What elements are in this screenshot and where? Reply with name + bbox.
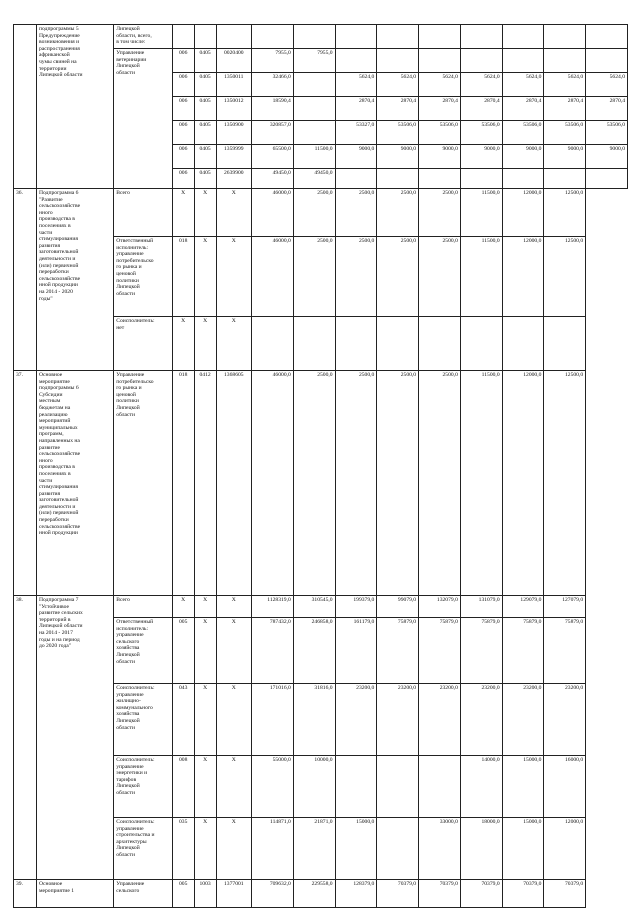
table-cell: 2500,0 (419, 189, 461, 237)
table-cell: 129079,0 (502, 596, 544, 618)
table-cell: 006 (172, 121, 194, 145)
table-cell: 23200,0 (460, 684, 502, 756)
table-cell: 75879,0 (460, 618, 502, 684)
table-cell: 006 (172, 145, 194, 169)
table-cell: 70379,0 (502, 880, 544, 908)
table-cell (586, 49, 628, 73)
table-cell: 199379,0 (335, 596, 377, 618)
table-cell: 035 (172, 818, 194, 880)
program-name: Основное мероприятие 1 (36, 880, 113, 908)
table-cell: 005 (172, 618, 194, 684)
table-cell (335, 169, 377, 189)
table-cell: 2500,0 (293, 371, 335, 596)
executor-cell: Соисполнитель: управление энергетики и тарифов Липецкой области (114, 756, 172, 818)
table-cell: X (194, 317, 216, 371)
table-cell: 2500,0 (293, 189, 335, 237)
table-cell: 006 (172, 73, 194, 97)
table-cell: 15000,0 (502, 818, 544, 880)
table-cell: 12500,0 (544, 237, 586, 317)
table-cell: 11500,0 (460, 189, 502, 237)
table-cell (335, 49, 377, 73)
table-cell: 0405 (194, 73, 216, 97)
table-cell (544, 49, 586, 73)
table-cell: 75879,0 (377, 618, 419, 684)
executor-cell: Управление сельского (114, 880, 172, 908)
table-cell: 1377001 (216, 880, 252, 908)
table-cell: 127079,0 (544, 596, 586, 618)
table-cell: 9000,0 (502, 145, 544, 169)
table-cell: 2870,4 (419, 97, 461, 121)
table-cell (460, 49, 502, 73)
row-number (14, 25, 37, 189)
table-cell: 1359999 (216, 145, 252, 169)
table-cell: 65500,0 (252, 145, 294, 169)
executor-cell: Соисполнитель: нет (114, 317, 172, 371)
table-cell: 53506,0 (419, 121, 461, 145)
table-cell: 1368605 (216, 371, 252, 596)
table-cell: 23200,0 (419, 684, 461, 756)
table-cell: 15000,0 (335, 818, 377, 880)
table-cell: 49450,0 (293, 169, 335, 189)
table-cell: X (216, 756, 252, 818)
table-cell: X (216, 684, 252, 756)
table-cell: 70379,0 (544, 880, 586, 908)
table-cell: 12500,0 (544, 371, 586, 596)
table-cell: 10000,0 (293, 756, 335, 818)
table-cell: 006 (172, 169, 194, 189)
table-cell: 2500,0 (377, 189, 419, 237)
table-cell: 11500,0 (293, 145, 335, 169)
table-cell: 006 (172, 97, 194, 121)
table-cell: X (194, 189, 216, 237)
table-cell: 2870,4 (460, 97, 502, 121)
table-cell: X (216, 189, 252, 237)
table-cell: 53506,0 (502, 121, 544, 145)
table-cell (335, 756, 377, 818)
table-cell: X (194, 618, 216, 684)
table-cell: X (216, 618, 252, 684)
table-cell: 2500,0 (335, 371, 377, 596)
table-row (14, 371, 628, 596)
table-cell: 23200,0 (502, 684, 544, 756)
table-cell (460, 169, 502, 189)
table-cell (460, 317, 502, 371)
table-cell: 0405 (194, 169, 216, 189)
table-cell: 9000,0 (544, 145, 586, 169)
table-cell (377, 317, 419, 371)
table-cell (335, 317, 377, 371)
table-cell: 9000,0 (586, 145, 628, 169)
table-cell: 70379,0 (460, 880, 502, 908)
table-cell: 132079,0 (419, 596, 461, 618)
table-cell: X (216, 317, 252, 371)
table-cell: 2870,4 (586, 97, 628, 121)
table-cell: 5624,0 (377, 73, 419, 97)
table-cell: 2870,4 (544, 97, 586, 121)
table-cell: X (194, 756, 216, 818)
table-cell: 18590,4 (252, 97, 294, 121)
table-cell: 12500,0 (544, 189, 586, 237)
table-cell: 320857,0 (252, 121, 294, 145)
executor-cell: Ответственный исполнитель: управление потребительско го рынка и ценовой политики Липецкой области (114, 237, 172, 317)
table-cell: X (172, 317, 194, 371)
table-cell: 9000,0 (460, 145, 502, 169)
table-cell: 53327,0 (335, 121, 377, 145)
executor-cell: Управление ветеринарии Липецкой области (114, 49, 172, 189)
row-number: 37. (14, 371, 37, 596)
table-cell: 2870,4 (377, 97, 419, 121)
table-cell: 2500,0 (335, 189, 377, 237)
program-name: подпрограммы 5 Предупреждение возникновения и распространения африканской чумы свиней на территории Липецкой области (36, 25, 113, 189)
table-cell: 53506,0 (460, 121, 502, 145)
table-cell: 55000,0 (252, 756, 294, 818)
table-cell: 53506,0 (586, 121, 628, 145)
table-cell: 0020400 (216, 49, 252, 73)
row-number: 38. (14, 596, 37, 880)
table-cell: 70379,0 (419, 880, 461, 908)
table-cell: 46000,0 (252, 237, 294, 317)
table-cell: 2500,0 (419, 237, 461, 317)
table-cell: 46000,0 (252, 371, 294, 596)
table-cell: 310545,0 (293, 596, 335, 618)
table-cell: 2500,0 (377, 237, 419, 317)
program-name: Подпрограмма 7 "Устойчивое развитие сельских территорий в Липецкой области на 2014 - 2017 годы и на период до 2020 года" (36, 596, 113, 880)
table-cell: 46000,0 (252, 189, 294, 237)
table-cell: 21871,0 (293, 818, 335, 880)
table-cell: 5624,0 (502, 73, 544, 97)
table-cell: 23200,0 (544, 684, 586, 756)
table-cell: 128379,0 (335, 880, 377, 908)
table-cell: 0405 (194, 145, 216, 169)
table-cell: 9000,0 (335, 145, 377, 169)
table-cell: 9000,0 (377, 145, 419, 169)
table-cell: X (172, 189, 194, 237)
table-cell: 12000,0 (502, 237, 544, 317)
table-cell: 1350900 (216, 121, 252, 145)
table-cell: 018 (172, 237, 194, 317)
program-name: Подпрограмма 6 "Развитие сельскохозяйстве нного производства в поселениях в части стимулирования развития заготовительной деятельности и (или) первичной переработки сельскохозяйстве нной продукции на 2014 - 2020 годы" (36, 189, 113, 371)
table-cell: 11500,0 (460, 237, 502, 317)
table-cell: 008 (172, 756, 194, 818)
table-cell: 11500,0 (460, 371, 502, 596)
table-cell (502, 169, 544, 189)
table-cell: 53506,0 (377, 121, 419, 145)
table-cell: 53506,0 (544, 121, 586, 145)
table-cell: 18000,0 (460, 818, 502, 880)
table-cell: 23200,0 (335, 684, 377, 756)
table-row (14, 880, 628, 908)
table-cell: 14000,0 (460, 756, 502, 818)
table-cell: 7955,0 (252, 49, 294, 73)
table-cell: 787432,0 (252, 618, 294, 684)
table-cell: 131079,0 (460, 596, 502, 618)
table-cell: 1350011 (216, 73, 252, 97)
executor-cell: Всего (114, 189, 172, 237)
table-cell: 75879,0 (544, 618, 586, 684)
table-cell: 006 (172, 49, 194, 73)
table-cell: X (216, 818, 252, 880)
table-cell: 70379,0 (377, 880, 419, 908)
table-cell: 7955,0 (293, 49, 335, 73)
table-cell: 2500,0 (293, 237, 335, 317)
table-cell: X (194, 684, 216, 756)
table-cell (377, 169, 419, 189)
table-cell (293, 97, 335, 121)
table-cell: 75879,0 (502, 618, 544, 684)
table-cell: 32466,0 (252, 73, 294, 97)
table-cell: 23200,0 (377, 684, 419, 756)
table-cell: 16000,0 (544, 756, 586, 818)
table-cell: 0405 (194, 49, 216, 73)
table-cell (377, 49, 419, 73)
executor-cell: Всего (114, 596, 172, 618)
table-cell: 31816,0 (293, 684, 335, 756)
table-cell: 5624,0 (419, 73, 461, 97)
table-cell (293, 73, 335, 97)
table-cell (419, 756, 461, 818)
table-cell: 043 (172, 684, 194, 756)
table-cell: 005 (172, 880, 194, 908)
executor-cell: Соисполнитель: управление строительства и архитектуры Липецкой области (114, 818, 172, 880)
table-row (14, 596, 628, 618)
executor-cell: Соисполнитель: управление жилищно- коммунального хозяйства Липецкой области (114, 684, 172, 756)
table-cell: X (216, 596, 252, 618)
table-cell: 5624,0 (335, 73, 377, 97)
budget-table (13, 24, 628, 908)
table-cell (252, 317, 294, 371)
table-cell: X (194, 237, 216, 317)
table-cell: 0412 (194, 371, 216, 596)
table-cell (293, 121, 335, 145)
table-cell (419, 169, 461, 189)
table-cell: 15000,0 (502, 756, 544, 818)
executor-cell: Ответственный исполнитель: управление сельского хозяйства Липецкой области (114, 618, 172, 684)
table-cell (377, 756, 419, 818)
table-cell: 2870,4 (335, 97, 377, 121)
table-cell: 5624,0 (460, 73, 502, 97)
table-cell: 5624,0 (586, 73, 628, 97)
table-cell: 229558,0 (293, 880, 335, 908)
table-cell: X (216, 237, 252, 317)
table-row (14, 189, 628, 237)
table-cell: 12000,0 (502, 189, 544, 237)
row-number: 39. (14, 880, 37, 908)
table-cell (419, 317, 461, 371)
row-number: 36. (14, 189, 37, 371)
table-cell (544, 169, 586, 189)
program-name: Основное мероприятие подпрограммы 6 Субсидии местным бюджетам на реализацию мероприятий муниципальных программ, направленных на развитие сельскохозяйстве нного производства в поселениях в части стимулирования развития заготовительной деятельности и (или) первичной переработки сельскохозяйстве нной продукции (36, 371, 113, 596)
table-cell: 018 (172, 371, 194, 596)
table-cell: 709632,0 (252, 880, 294, 908)
table-cell (586, 169, 628, 189)
table-cell (502, 317, 544, 371)
table-cell (502, 49, 544, 73)
table-cell: 114871,0 (252, 818, 294, 880)
table-cell (419, 49, 461, 73)
table-cell: 2500,0 (377, 371, 419, 596)
table-cell: 161179,0 (335, 618, 377, 684)
table-cell: X (194, 818, 216, 880)
table-cell: X (172, 596, 194, 618)
table-cell: 2639900 (216, 169, 252, 189)
executor-cell: Липецкой области, всего, в том числе: (114, 25, 172, 49)
table-cell (377, 818, 419, 880)
table-cell: 99079,0 (377, 596, 419, 618)
table-cell (293, 317, 335, 371)
table-cell: X (194, 596, 216, 618)
table-cell: 5624,0 (544, 73, 586, 97)
table-cell (544, 317, 586, 371)
table-cell: 0405 (194, 121, 216, 145)
table-cell: 1350012 (216, 97, 252, 121)
table-cell: 2500,0 (335, 237, 377, 317)
table-cell: 12000,0 (502, 371, 544, 596)
table-cell: 2870,4 (502, 97, 544, 121)
table-cell: 1128319,0 (252, 596, 294, 618)
table-cell: 49450,0 (252, 169, 294, 189)
table-cell: 1003 (194, 880, 216, 908)
table-body (14, 25, 628, 908)
table-row (14, 25, 628, 49)
table-cell: 2500,0 (419, 371, 461, 596)
table-cell: 12000,0 (544, 818, 586, 880)
executor-cell: Управление потребительско го рынка и ценовой политики Липецкой области (114, 371, 172, 596)
table-cell: 9000,0 (419, 145, 461, 169)
table-cell: 0405 (194, 97, 216, 121)
table-cell: 33000,0 (419, 818, 461, 880)
table-cell: 171016,0 (252, 684, 294, 756)
table-cell: 75879,0 (419, 618, 461, 684)
table-cell: 246858,0 (293, 618, 335, 684)
